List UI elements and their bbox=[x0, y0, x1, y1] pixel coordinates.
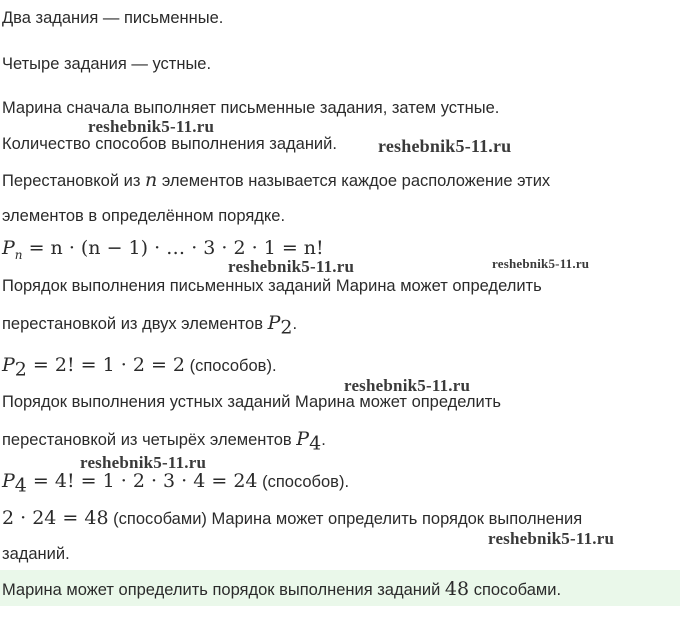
line-tasks: заданий. bbox=[2, 545, 70, 563]
watermark: reshebnik5-11.ru bbox=[80, 453, 207, 472]
line-written-tasks: Два задания — письменные. bbox=[2, 9, 224, 27]
line-p4 bbox=[2, 471, 349, 495]
math-p: P bbox=[267, 312, 281, 334]
watermark: reshebnik5-11.ru bbox=[492, 256, 590, 271]
watermark: reshebnik5-11.ru bbox=[228, 257, 355, 276]
math-sub: 2 bbox=[280, 316, 293, 339]
answer-value: 48 bbox=[444, 578, 470, 600]
line-product bbox=[2, 508, 582, 529]
text: способами. bbox=[469, 581, 562, 599]
text: (способов). bbox=[185, 357, 277, 375]
line-count: Количество способов выполнения заданий. bbox=[2, 135, 337, 153]
text: перестановкой из четырёх элементов bbox=[2, 431, 297, 449]
watermark: reshebnik5-11.ru bbox=[488, 529, 615, 548]
text: Марина может определить порядок выполнения заданий bbox=[2, 581, 445, 599]
math-p: P bbox=[2, 354, 15, 376]
watermark: reshebnik5-11.ru bbox=[378, 136, 512, 156]
line-definition-cont: элементов в определённом порядке. bbox=[2, 207, 286, 225]
math-expression: 2 · 24 = 48 bbox=[2, 507, 109, 529]
line-permutation-definition bbox=[2, 170, 550, 191]
text: (способами) Марина может определить порядок выполнения bbox=[108, 510, 583, 528]
line-four-elements: перестановкой из четырёх элементов $P_4$. bbox=[2, 428, 326, 455]
math-n: n bbox=[145, 169, 158, 191]
text: элементов называется каждое расположение этих bbox=[157, 172, 551, 190]
line-two-elements: перестановкой из двух элементов $P_2$. bbox=[2, 312, 298, 339]
math-p: P bbox=[2, 470, 15, 492]
line-oral-order: Порядок выполнения устных заданий Марина может определить bbox=[2, 393, 501, 411]
math-expression: = 4! = 1 · 2 · 3 · 4 = 24 bbox=[26, 470, 258, 492]
watermark: reshebnik5-11.ru bbox=[88, 117, 215, 136]
math-sub: 4 bbox=[14, 474, 27, 497]
answer-line bbox=[2, 579, 561, 600]
text: перестановкой из двух элементов bbox=[2, 315, 268, 333]
math-p: P bbox=[296, 428, 310, 450]
math-sub: 4 bbox=[309, 432, 322, 455]
text: Перестановкой из bbox=[2, 172, 145, 190]
math-expression: = 2! = 1 · 2 = 2 bbox=[26, 354, 185, 376]
line-p2 bbox=[2, 355, 277, 379]
line-written-order: Порядок выполнения письменных заданий Марина может определить bbox=[2, 277, 542, 295]
math-sub: 2 bbox=[14, 358, 27, 381]
line-oral-tasks: Четыре задания — устные. bbox=[2, 55, 212, 73]
math-sub: n bbox=[14, 247, 23, 262]
math-expression: = n · (n − 1) · … · 3 · 2 · 1 = n! bbox=[28, 237, 324, 259]
line-order: Марина сначала выполняет письменные задания, затем устные. bbox=[2, 99, 500, 117]
watermark: reshebnik5-11.ru bbox=[344, 376, 471, 395]
text: (способов). bbox=[257, 473, 350, 491]
math-p: P bbox=[2, 237, 15, 259]
